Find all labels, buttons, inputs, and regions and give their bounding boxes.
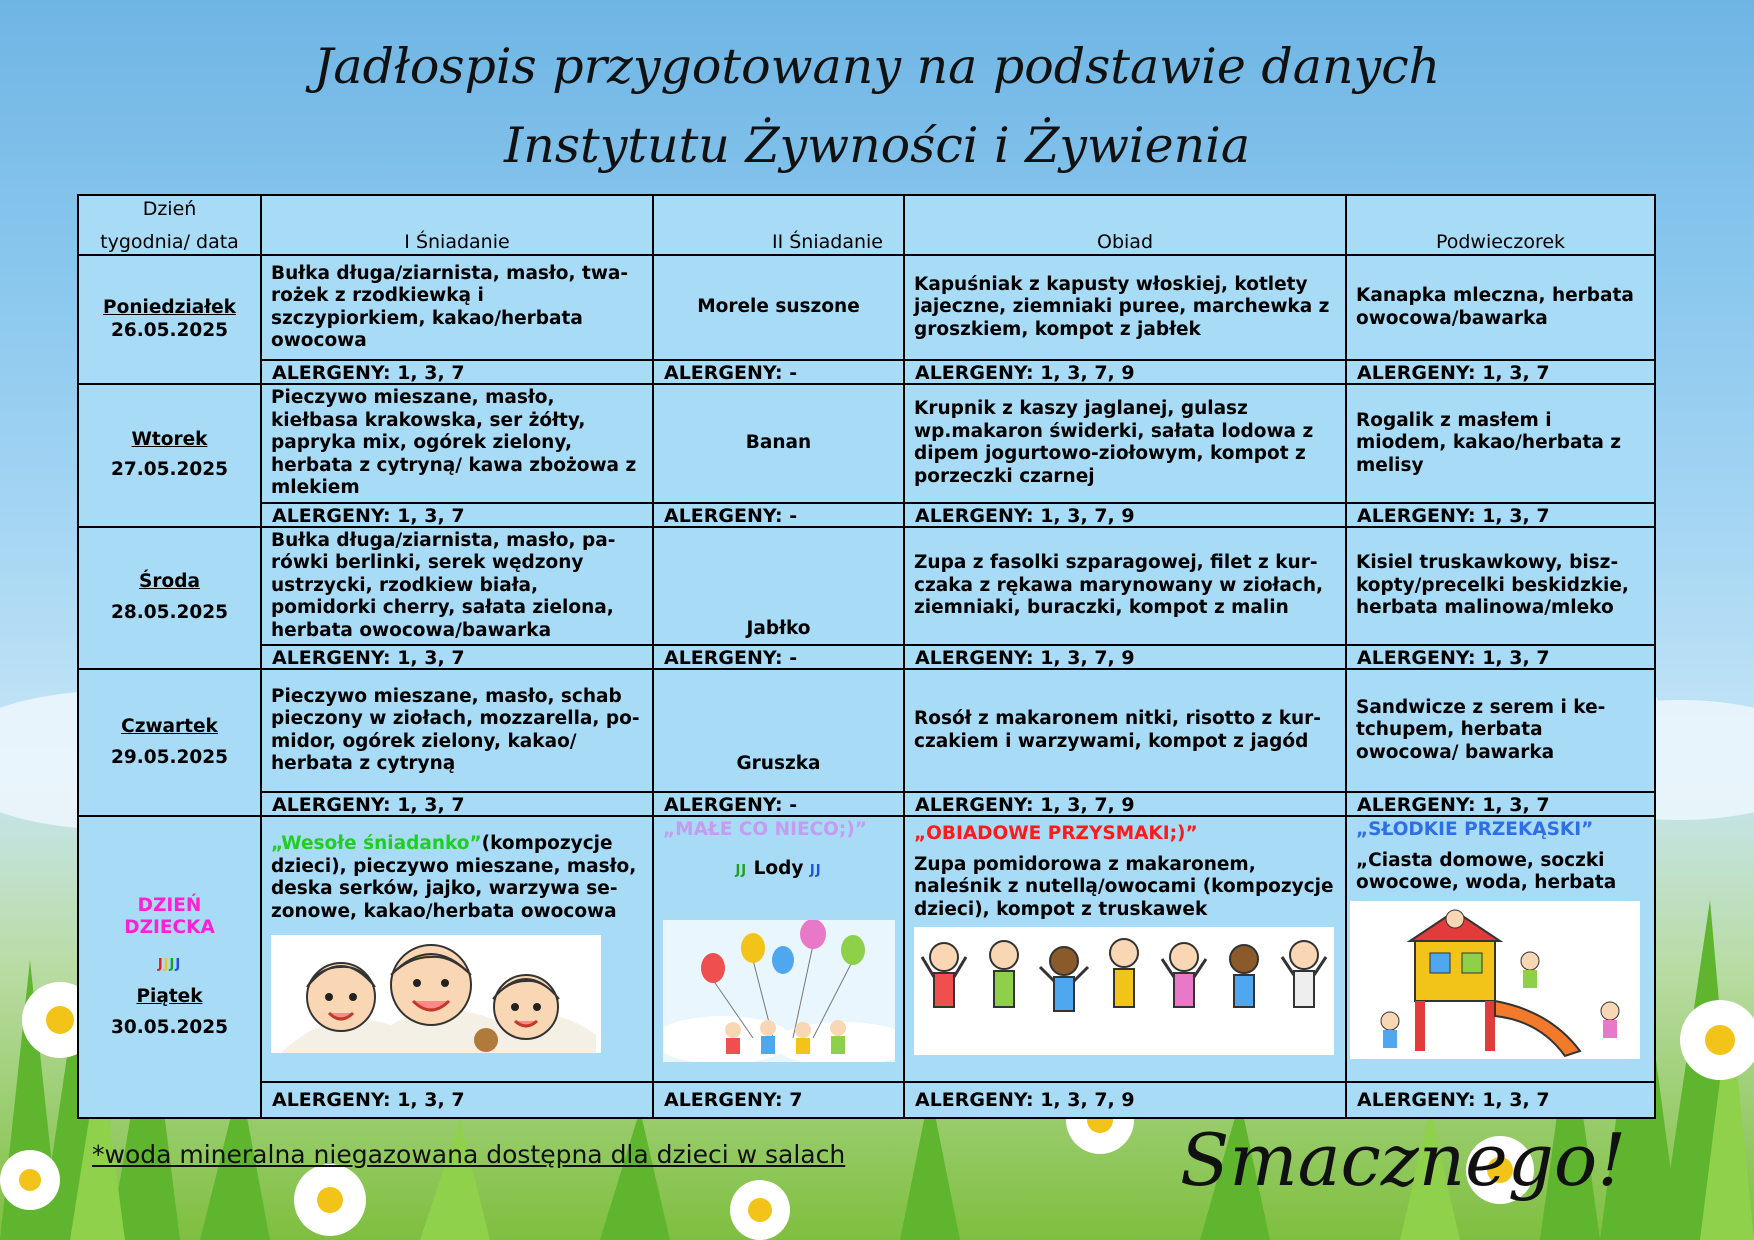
day-row-friday bbox=[78, 816, 1655, 1082]
playground-illustration bbox=[1350, 901, 1640, 1059]
smiley-left-text: JJ bbox=[735, 862, 748, 878]
breakfast1-cell: Pieczywo mieszane, masło, schab pieczony w ziołach, mozzarella, po-midor, ogórek zielony, kakao/ herbata z cytryną bbox=[261, 669, 653, 792]
smiley-right-text: JJ bbox=[809, 862, 822, 878]
menu-table bbox=[77, 194, 1656, 1119]
allergen-cell: ALERGENY: 1, 3, 7, 9 bbox=[904, 503, 1346, 527]
breakfast2-cell: Gruszka bbox=[653, 669, 904, 792]
breakfast2-cell: Jabłko bbox=[653, 527, 904, 646]
happy-children-illustration bbox=[271, 935, 601, 1053]
allergen-row bbox=[78, 792, 1655, 816]
day-name: Czwartek bbox=[121, 716, 218, 737]
day-name: Poniedziałek bbox=[103, 297, 236, 318]
lunch-cell bbox=[904, 816, 1346, 1082]
day-row-monday bbox=[78, 255, 1655, 360]
day-name: Środa bbox=[139, 571, 200, 593]
allergen-cell: ALERGENY: 1, 3, 7 bbox=[261, 645, 653, 669]
breakfast2-cell: Morele suszone bbox=[653, 255, 904, 360]
lunch-cell: Krupnik z kaszy jaglanej, gulasz wp.makaron świderki, sałata lodowa z dipem jogurtowo-ziołowym, kompot z porzeczki czarnej bbox=[904, 384, 1346, 503]
allergen-cell: ALERGENY: 1, 3, 7 bbox=[261, 360, 653, 384]
signature: Smacznego! bbox=[1180, 1118, 1627, 1202]
allergen-cell: ALERGENY: 1, 3, 7 bbox=[1346, 360, 1655, 384]
day-cell bbox=[78, 384, 261, 527]
lunch-highlight: „OBIADOWE PRZYSMAKI;)” bbox=[914, 823, 1198, 844]
snack-text: „Ciasta domowe, soczki owocowe, woda, herbata bbox=[1356, 849, 1617, 893]
allergen-cell: ALERGENY: 7 bbox=[653, 1082, 904, 1118]
snack-cell: Sandwicze z serem i ke-tchupem, herbata owocowa/ bawarka bbox=[1346, 669, 1655, 792]
allergen-cell: ALERGENY: - bbox=[653, 360, 904, 384]
title-line-2: Instytutu Żywności i Żywienia bbox=[503, 117, 1251, 174]
allergen-row bbox=[78, 645, 1655, 669]
header-day-line2: tygodnia/ data bbox=[100, 230, 239, 253]
allergen-row bbox=[78, 1082, 1655, 1118]
allergen-cell: ALERGENY: 1, 3, 7, 9 bbox=[904, 1082, 1346, 1118]
allergen-row bbox=[78, 503, 1655, 527]
allergen-cell: ALERGENY: - bbox=[653, 645, 904, 669]
dancing-children-illustration bbox=[914, 927, 1334, 1055]
allergen-cell: ALERGENY: - bbox=[653, 792, 904, 816]
snack-cell bbox=[1346, 816, 1655, 1082]
snack-cell: Kisiel truskawkowy, bisz-kopty/precelki beskidzkie, herbata malinowa/mleko bbox=[1346, 527, 1655, 646]
allergen-cell: ALERGENY: 1, 3, 7 bbox=[261, 1082, 653, 1118]
header-day-line1: Dzień bbox=[142, 198, 197, 220]
day-cell bbox=[78, 255, 261, 384]
smiley-right bbox=[810, 863, 822, 878]
allergen-cell: ALERGENY: 1, 3, 7 bbox=[261, 503, 653, 527]
breakfast1-cell: Bułka długa/ziarnista, masło, twa-rożek z rzodkiewką i szczypiorkiem, kakao/herbata owocowa bbox=[261, 255, 653, 360]
breakfast1-cell: Pieczywo mieszane, masło, kiełbasa krakowska, ser żółty, papryka mix, ogórek zielony, herbata z cytryną/ kawa zbożowa z mlekiem bbox=[261, 384, 653, 503]
day-date: 29.05.2025 bbox=[110, 746, 229, 768]
day-date: 30.05.2025 bbox=[110, 1016, 229, 1038]
header-day bbox=[78, 195, 261, 255]
allergen-cell: ALERGENY: 1, 3, 7 bbox=[1346, 1082, 1655, 1118]
breakfast1-cell: Bułka długa/ziarnista, masło, pa-rówki berlinki, serek wędzony ustrzycki, rzodkiew biała, pomidorki cherry, sałata zielona, herbata owocowa/bawarka bbox=[261, 527, 653, 646]
header-lunch: Obiad bbox=[904, 195, 1346, 255]
lunch-cell: Rosół z makaronem nitki, risotto z kur-czakiem i warzywami, kompot z jagód bbox=[904, 669, 1346, 792]
day-date: 28.05.2025 bbox=[110, 601, 229, 623]
allergen-cell: ALERGENY: 1, 3, 7 bbox=[1346, 645, 1655, 669]
snack-cell: Kanapka mleczna, herbata owocowa/bawarka bbox=[1346, 255, 1655, 360]
day-row-wednesday bbox=[78, 527, 1655, 646]
day-name: Wtorek bbox=[131, 428, 208, 450]
breakfast1-cell bbox=[261, 816, 653, 1082]
childrens-day-label: DZIEŃ DZIECKA bbox=[124, 894, 215, 939]
allergen-cell: ALERGENY: 1, 3, 7 bbox=[1346, 503, 1655, 527]
allergen-cell: ALERGENY: 1, 3, 7 bbox=[261, 792, 653, 816]
title-line-1: Jadłospis przygotowany na podstawie danych bbox=[313, 38, 1441, 95]
lunch-cell: Kapuśniak z kapusty włoskiej, kotlety jajeczne, ziemniaki puree, marchewka z groszkiem, kompot z jabłek bbox=[904, 255, 1346, 360]
allergen-cell: ALERGENY: 1, 3, 7, 9 bbox=[904, 792, 1346, 816]
day-cell bbox=[78, 816, 261, 1118]
balloons-children-illustration bbox=[663, 920, 895, 1062]
header-breakfast2: II Śniadanie bbox=[653, 195, 904, 255]
breakfast2-cell: Banan bbox=[653, 384, 904, 503]
smiley-left bbox=[735, 863, 747, 878]
allergen-cell: ALERGENY: 1, 3, 7, 9 bbox=[904, 645, 1346, 669]
day-date: 26.05.2025 bbox=[110, 319, 229, 341]
day-row-tuesday bbox=[78, 384, 1655, 503]
header-snack: Podwieczorek bbox=[1346, 195, 1655, 255]
allergen-row bbox=[78, 360, 1655, 384]
smiley-glyphs: JJJJ bbox=[157, 956, 182, 972]
day-row-thursday bbox=[78, 669, 1655, 792]
day-cell bbox=[78, 527, 261, 670]
breakfast1-text bbox=[271, 819, 643, 923]
allergen-cell: ALERGENY: 1, 3, 7 bbox=[1346, 792, 1655, 816]
day-date: 27.05.2025 bbox=[110, 459, 229, 481]
breakfast2-line bbox=[663, 858, 894, 883]
footer-note: *woda mineralna niegazowana dostępna dla dzieci w salach bbox=[92, 1140, 846, 1169]
lunch-cell: Zupa z fasolki szparagowej, filet z kur-czaka z rękawa marynowany w ziołach, ziemniaki, buraczki, kompot z malin bbox=[904, 527, 1346, 646]
breakfast2-highlight: „MAŁE CO NIECO;)” bbox=[663, 819, 867, 840]
allergen-cell: ALERGENY: 1, 3, 7, 9 bbox=[904, 360, 1346, 384]
snack-cell: Rogalik z masłem i miodem, kakao/herbata z melisy bbox=[1346, 384, 1655, 503]
breakfast2-text: Lody bbox=[753, 857, 804, 879]
breakfast1-highlight: „Wesołe śniadanko” bbox=[271, 833, 482, 854]
day-name: Piątek bbox=[136, 986, 203, 1008]
header-breakfast1: I Śniadanie bbox=[261, 195, 653, 255]
day-cell bbox=[78, 669, 261, 816]
breakfast1-body: (kompozycje dzieci), pieczywo mieszane, masło, deska serków, jajko, warzywa se-zonowe, kakao/herbata owocowa bbox=[271, 833, 637, 922]
allergen-cell: ALERGENY: - bbox=[653, 503, 904, 527]
breakfast2-cell bbox=[653, 816, 904, 1082]
lunch-text: Zupa pomidorowa z makaronem, naleśnik z nutellą/owocami (kompozycje dzieci), kompot z truskawek bbox=[914, 853, 1334, 920]
snack-highlight: „SŁODKIE PRZEKĄSKI” bbox=[1356, 819, 1594, 840]
header-row bbox=[78, 195, 1655, 255]
